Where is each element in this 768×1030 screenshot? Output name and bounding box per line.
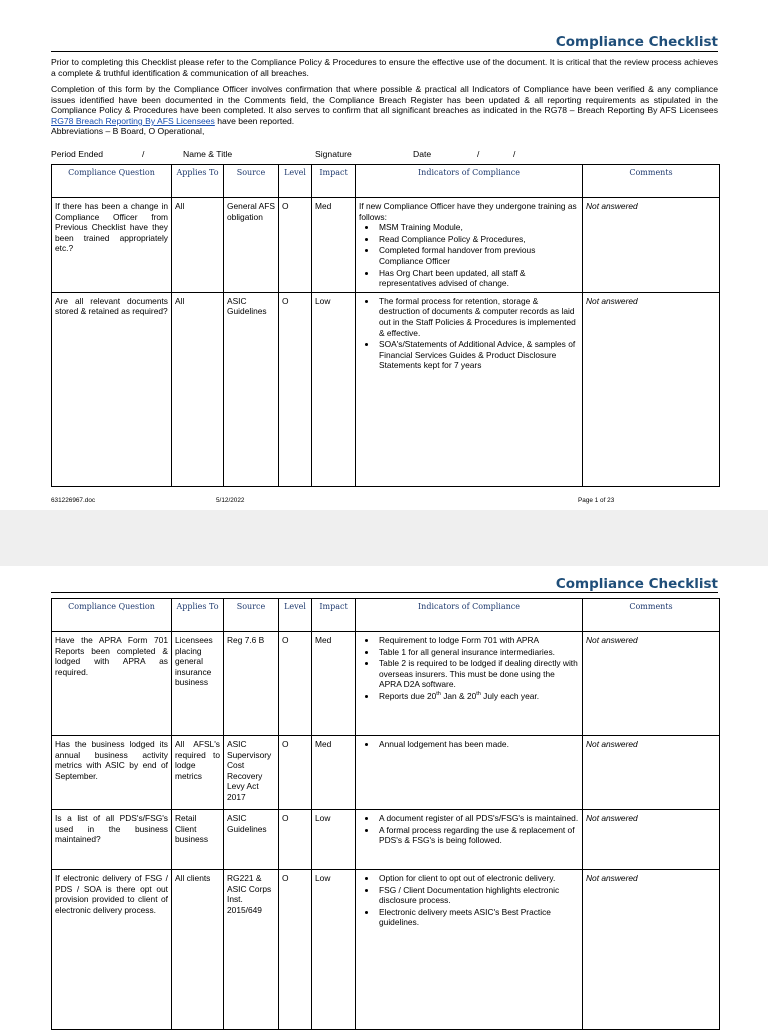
comment-cell[interactable]: Not answered [583, 632, 720, 736]
table-row [52, 810, 720, 870]
header-indicators: Indicators of Compliance [356, 599, 583, 632]
impact-cell: Med [312, 632, 356, 736]
applies-cell: Retail Client business [172, 810, 224, 870]
indicator-list [359, 739, 579, 750]
applies-cell: All [172, 198, 224, 293]
indicator-item: • Electronic delivery meets ASIC's Best Practice guidelines. [377, 907, 579, 928]
document-page-2 [0, 566, 768, 1024]
header-compliance-question: Compliance Question [52, 165, 172, 198]
header-rule [51, 592, 718, 593]
intro-paragraph-2-text: Completion of this form by the Compliance Officer involves confirmation that where possible & practical all Indicators of Compliance have been verified & any compliance issues identified have been documented in the Comments field, the Compliance Breach Register has been updated & all reporting requirements as stipulated in the Compliance Policy & Procedures have been completed. It also serves to confirm that all significant breaches as indicated in the RG78 – Breach Reporting By AFS Licensees [51, 84, 718, 116]
indicator-item: • Annual lodgement has been made. [377, 739, 579, 750]
period-ended-slash: / [142, 149, 145, 159]
header-compliance-question: Compliance Question [52, 599, 172, 632]
indicator-item: • Option for client to opt out of electronic delivery. [377, 873, 579, 884]
indicator-item: • Read Compliance Policy & Procedures, [377, 234, 579, 245]
table-header-row [52, 599, 720, 632]
name-title-label: Name & Title [183, 149, 233, 159]
header-rule [51, 51, 718, 52]
header-impact: Impact [312, 599, 356, 632]
intro-paragraph-1: Prior to completing this Checklist please refer to the Compliance Policy & Procedures to ensure the effective use of the document. It is critical that the review process achieves a complete & truthful identification & communication of all breaches. [51, 57, 718, 78]
source-cell: Reg 7.6 B [224, 632, 279, 736]
level-cell: O [279, 292, 312, 486]
period-ended-label: Period Ended [51, 149, 104, 159]
page-title: Compliance Checklist [555, 34, 718, 50]
impact-cell: Low [312, 810, 356, 870]
checklist-table-page-2 [51, 598, 720, 1030]
signature-label: Signature [315, 149, 352, 159]
date-slash-1: / [477, 149, 480, 159]
indicator-item: • Table 2 is required to be lodged if dealing directly with overseas insurers. This must be done using the APRA D2A software. [377, 658, 579, 690]
footer-filename: 631226967.doc [51, 497, 96, 504]
indicator-item: • Has Org Chart been updated, all staff & representatives advised of change. [377, 268, 579, 289]
footer-page-number: Page 1 of 23 [578, 497, 615, 504]
indicator-item: • The formal process for retention, storage & destruction of documents & computer records as laid out in the Staff Policies & Procedures is implemented & effective. [377, 296, 579, 338]
indicator-item: • Completed formal handover from previous Compliance Officer [377, 245, 579, 266]
indicator-list [359, 296, 579, 371]
impact-cell: Med [312, 736, 356, 810]
document-page-1 [0, 0, 768, 510]
indicators-cell [356, 632, 583, 736]
rg78-link[interactable]: RG78 Breach Reporting By AFS Licensees [51, 115, 215, 126]
indicators-cell [356, 810, 583, 870]
header-impact: Impact [312, 165, 356, 198]
page-separator [0, 510, 768, 566]
impact-cell: Med [312, 198, 356, 293]
table-row [52, 870, 720, 1030]
question-cell: If there has been a change in Compliance Officer from Previous Checklist have they been trained appropriately etc.? [52, 198, 172, 293]
intro-paragraph-2-end: have been reported. [214, 115, 295, 126]
applies-cell: All [172, 292, 224, 486]
reports-due-suffix: July each year. [480, 690, 540, 701]
source-cell: ASIC Guidelines [224, 292, 279, 486]
header-applies-to: Applies To [172, 599, 224, 632]
question-cell: Has the business lodged its annual business activity metrics with ASIC by end of September. [52, 736, 172, 810]
header-source: Source [224, 165, 279, 198]
header-comments: Comments [583, 165, 720, 198]
comment-cell[interactable]: Not answered [583, 736, 720, 810]
table-row [52, 632, 720, 736]
date-slash-2: / [513, 149, 516, 159]
indicator-item: • SOA's/Statements of Additional Advice, & samples of Financial Services Guides & Product Disclosure Statements kept for 7 years [377, 339, 579, 371]
indicator-item: • Requirement to lodge Form 701 with APRA [377, 635, 579, 646]
indicator-item: • A formal process regarding the use & replacement of PDS's & FSG's is being followed. [377, 825, 579, 846]
reports-due-sup-2: th [476, 691, 481, 698]
indicator-intro: If new Compliance Officer have they undergone training as follows: [359, 201, 577, 222]
indicators-cell [356, 292, 583, 486]
level-cell: O [279, 198, 312, 293]
page-title: Compliance Checklist [555, 576, 718, 592]
source-cell: General AFS obligation [224, 198, 279, 293]
impact-cell: Low [312, 870, 356, 1030]
question-cell: Is a list of all PDS's/FSG's used in the business maintained? [52, 810, 172, 870]
table-row [52, 198, 720, 293]
question-cell: Have the APRA Form 701 Reports been completed & lodged with APRA as required. [52, 632, 172, 736]
header-level: Level [279, 599, 312, 632]
comment-cell[interactable]: Not answered [583, 198, 720, 293]
indicator-item-reports-due [377, 691, 579, 702]
question-cell: If electronic delivery of FSG / PDS / SOA is there opt out provision provided to client of electronic delivery process. [52, 870, 172, 1030]
reports-due-sup-1: th [436, 691, 441, 698]
indicator-item: • FSG / Client Documentation highlights electronic disclosure process. [377, 885, 579, 906]
source-cell: RG221 & ASIC Corps Inst. 2015/649 [224, 870, 279, 1030]
indicators-cell [356, 198, 583, 293]
indicator-list [359, 222, 579, 289]
comment-cell[interactable]: Not answered [583, 810, 720, 870]
header-applies-to: Applies To [172, 165, 224, 198]
source-cell: ASIC Guidelines [224, 810, 279, 870]
indicators-cell [356, 870, 583, 1030]
indicator-list [359, 873, 579, 928]
footer-date: 5/12/2022 [216, 497, 245, 504]
reports-due-middle: Jan & 20 [440, 690, 477, 701]
header-comments: Comments [583, 599, 720, 632]
level-cell: O [279, 870, 312, 1030]
level-cell: O [279, 810, 312, 870]
level-cell: O [279, 736, 312, 810]
impact-cell: Low [312, 292, 356, 486]
header-level: Level [279, 165, 312, 198]
applies-cell: All clients [172, 870, 224, 1030]
indicators-cell [356, 736, 583, 810]
comment-cell[interactable]: Not answered [583, 870, 720, 1030]
header-source: Source [224, 599, 279, 632]
indicator-item: • Table 1 for all general insurance intermediaries. [377, 647, 579, 658]
date-label: Date [413, 149, 432, 159]
level-cell: O [279, 632, 312, 736]
checklist-table-page-1 [51, 164, 720, 487]
indicator-list [359, 635, 579, 702]
table-row [52, 736, 720, 810]
applies-cell: Licensees placing general insurance business [172, 632, 224, 736]
indicator-item: • MSM Training Module, [377, 222, 579, 233]
question-cell: Are all relevant documents stored & retained as required? [52, 292, 172, 486]
reports-due-prefix: Reports due 20 [379, 690, 437, 701]
indicator-list [359, 813, 579, 846]
table-row [52, 292, 720, 486]
source-cell: ASIC Supervisory Cost Recovery Levy Act 2017 [224, 736, 279, 810]
table-header-row [52, 165, 720, 198]
intro-paragraph-2 [51, 84, 718, 137]
applies-cell: All AFSL's required to lodge metrics [172, 736, 224, 810]
header-indicators: Indicators of Compliance [356, 165, 583, 198]
comment-cell[interactable]: Not answered [583, 292, 720, 486]
abbreviations-text: Abbreviations – B Board, O Operational, [51, 126, 205, 137]
indicator-item: • A document register of all PDS's/FSG's is maintained. [377, 813, 579, 824]
